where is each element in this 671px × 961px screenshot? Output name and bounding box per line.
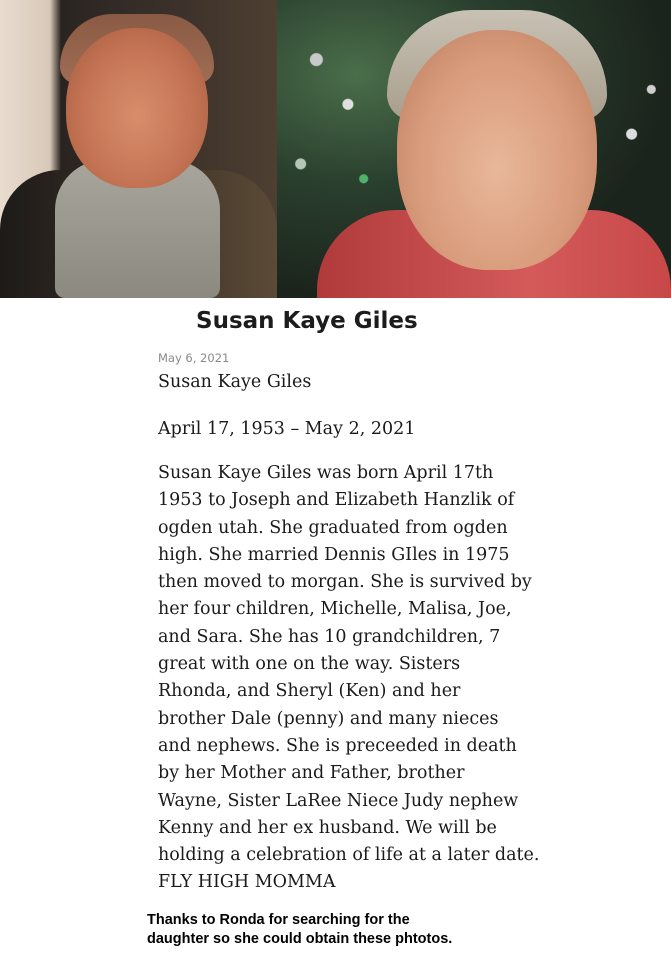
obituary-title: Susan Kaye Giles <box>196 308 418 334</box>
portrait-photo-right <box>277 0 671 298</box>
body-line: Wayne, Sister LaRee Niece Judy nephew <box>158 790 519 811</box>
body-line: brother Dale (penny) and many nieces <box>158 708 499 729</box>
body-line: then moved to morgan. She is survived by <box>158 572 532 593</box>
portrait-photo-left <box>0 0 277 298</box>
photo-strip <box>0 0 671 298</box>
body-line: her four children, Michelle, Malisa, Joe, <box>158 599 512 620</box>
body-line: Kenny and her ex husband. We will be <box>158 817 497 838</box>
obituary-body <box>158 460 578 897</box>
body-line: holding a celebration of life at a later date. <box>158 845 540 866</box>
body-line: ogden utah. She graduated from ogden <box>158 517 508 538</box>
face-shape <box>66 28 208 188</box>
body-line: by her Mother and Father, brother <box>158 763 465 784</box>
face-shape <box>397 30 597 270</box>
body-line: 1953 to Joseph and Elizabeth Hanzlik of <box>158 490 515 511</box>
body-line: great with one on the way. Sisters <box>158 654 461 675</box>
body-line: and nephews. She is preceeded in death <box>158 735 517 756</box>
caption-line: Thanks to Ronda for searching for the <box>147 912 410 928</box>
body-line: Susan Kaye Giles was born April 17th <box>158 463 494 483</box>
deceased-name: Susan Kaye Giles <box>158 372 312 392</box>
body-line: high. She married Dennis GIles in 1975 <box>158 544 510 565</box>
posted-date: May 6, 2021 <box>158 351 230 365</box>
life-dates: April 17, 1953 – May 2, 2021 <box>158 419 416 439</box>
photo-credit-caption <box>147 911 452 949</box>
caption-line: daughter so she could obtain these phtotos. <box>147 931 453 947</box>
body-line: and Sara. She has 10 grandchildren, 7 <box>158 626 501 647</box>
body-line: Rhonda, and Sheryl (Ken) and her <box>158 681 461 702</box>
body-line: FLY HIGH MOMMA <box>158 872 336 893</box>
